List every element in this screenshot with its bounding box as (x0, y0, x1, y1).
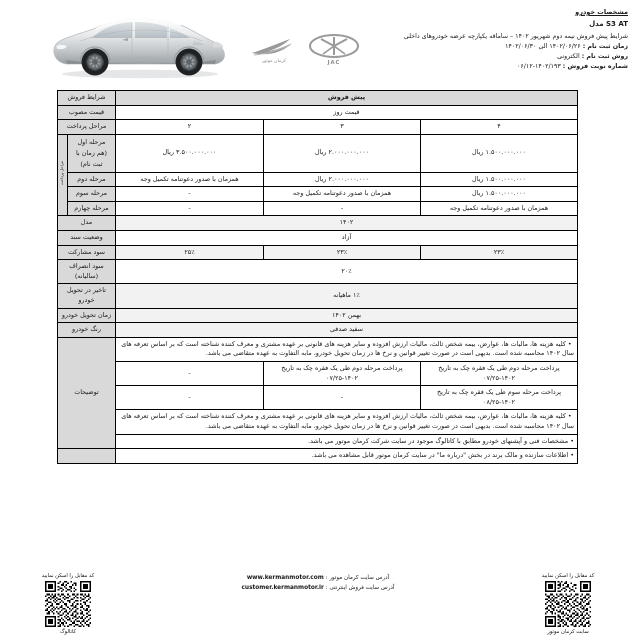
notes-stage2-col-2: - (115, 362, 263, 386)
notes-label-spacer (57, 449, 115, 464)
notes-bottom-3-text: • اطلاعات سازنده و مالک برند در بخش "درباره ما" در سایت کرمان موتور قابل مشاهده می باشد. (115, 449, 577, 464)
register-time-line (368, 42, 628, 51)
participation-profit-col-3: ۲۳٪ (264, 245, 421, 260)
notes-stage2-col-3: پرداخت مرحله دوم طی یک فقره چک به تاریخ ۱۴۰۲-۰۷/۲۵ (264, 362, 421, 386)
brand-logos (244, 22, 364, 77)
table-row-stage-2 (57, 172, 577, 187)
table-row-color (57, 323, 577, 338)
table-row-doc-status (57, 230, 577, 245)
vehicle-spec-block (368, 8, 628, 72)
stage-4-label: مرحله چهارم (67, 201, 115, 216)
table-row-notes-bottom-2 (57, 434, 577, 449)
payment-stages-label: مراحل پرداخت (57, 120, 115, 135)
stage-1-col-4: ۱.۵۰۰.۰۰۰.۰۰۰ ریال (421, 134, 578, 172)
stage-3-label: مرحله سوم (67, 187, 115, 202)
register-method-label: روش ثبت نام : (581, 52, 628, 60)
table-row-notes-bottom-3 (57, 449, 577, 464)
table-row-sales-terms (57, 91, 577, 106)
participation-profit-col-4: ۲۳٪ (421, 245, 578, 260)
participation-profit-label: سود مشارکت (57, 245, 115, 260)
stage-1-label (67, 134, 115, 172)
table-row-approved-price (57, 105, 577, 120)
spec-title: مشخصات خودرو (575, 8, 628, 16)
color-label: رنگ خودرو (57, 323, 115, 338)
stage-2-col-3: ۲.۰۰۰.۰۰۰.۰۰۰ ریال (264, 172, 421, 187)
stage-4-col-2: - (115, 201, 263, 216)
doc-status-label: وضعیت سند (57, 230, 115, 245)
jac-logo (308, 34, 360, 66)
delivery-delay-value: ۱٪ ماهیانه (115, 284, 577, 308)
stage-4-col-4: همزمان با صدور دعوتنامه تکمیل وجه (421, 201, 578, 216)
qr-block-site (508, 573, 628, 635)
stage-1-col-2: ۳.۵۰۰.۰۰۰.۰۰۰ ریال (115, 134, 263, 172)
qr-code-catalog[interactable] (45, 581, 91, 627)
stage-2-label: مرحله دوم (67, 172, 115, 187)
stage-column-3: ۳ (264, 120, 421, 135)
notes-top-text: • کلیه هزینه ها، مالیات ها، عوارض، بیمه شخص ثالث، مالیات ارزش افزوده و سایر هزینه های قانونی بر عهده مشتری و معرف کننده شناخته است که بر اساس تعرفه های سال ۱۴۰۲ محاسبه شده است. بدیهی است در صورت تغییر قوانین و نرخ ها در زمان تحویل خودرو، مابه التفاوت به عهده متقاضی می باشد. (115, 337, 577, 361)
sales-conditions-table (57, 90, 578, 464)
register-time-label: زمان ثبت نام : (582, 42, 628, 50)
qr-catalog-caption: کد مقابل را اسکن نمایید (41, 573, 95, 579)
stage-column-4: ۴ (421, 120, 578, 135)
approved-price-value: قیمت روز (115, 105, 577, 120)
doc-status-value: آزاد (115, 230, 577, 245)
model-line (368, 19, 628, 29)
sale-round-value: ۱۴۰۲/۱۹۳-۰۶/۱۲ (517, 62, 561, 70)
model-value: S3 AT (606, 20, 628, 29)
delivery-time-label: زمان تحویل خودرو (57, 308, 115, 323)
table-row-delivery-time (57, 308, 577, 323)
approved-price-label: قیمت مصوب (57, 105, 115, 120)
notes-stage3-col-3: - (264, 386, 421, 410)
notes-bottom-2-text: • مشخصات فنی و آپشنهای خودرو مطابق با کاتالوگ موجود در سایت شرکت کرمان موتور می باشد. (115, 434, 577, 449)
stage-3-col-4: ۱.۵۰۰.۰۰۰.۰۰۰ ریال (421, 187, 578, 202)
sales-terms-value: پیش فروش (115, 91, 577, 106)
stage-1-label-sub: (هم زمان با ثبت نام) (75, 148, 108, 168)
address-sales-line (190, 585, 446, 591)
qr-catalog-sublabel: کاتالوگ (60, 629, 76, 635)
qr-code-site[interactable] (545, 581, 591, 627)
table-row-model (57, 216, 577, 231)
table-row-withdrawal-profit (57, 260, 577, 284)
notes-bottom-1-text: • کلیه هزینه ها، مالیات ها، عوارض، بیمه شخص ثالث، مالیات ارزش افزوده و سایر هزینه های قانونی بر عهده مشتری و معرف کننده شناخته است که بر اساس تعرفه های سال ۱۴۰۲ محاسبه شده است. بدیهی است در صورت تغییر قوانین و نرخ ها در زمان تحویل خودرو، مابه التفاوت به عهده متقاضی می باشد. (115, 410, 577, 434)
kermanmotor-logo (248, 36, 300, 64)
delivery-delay-label: تاخیر در تحویل خودرو (57, 284, 115, 308)
model-row-value: ۱۴۰۲ (115, 216, 577, 231)
register-method-value: الکترونی (557, 52, 580, 60)
conditions-line: شرایط پیش فروش نیمه دوم شهریور ۱۴۰۲ – ساماقه یکپارچه عرضه خودروهای داخلی (403, 32, 628, 40)
sales-conditions-table-wrap (58, 90, 578, 464)
color-value: سفید صدفی (115, 323, 577, 338)
table-row-delivery-delay (57, 284, 577, 308)
document-footer (0, 573, 636, 641)
stage-3-col-2: - (115, 187, 263, 202)
address-block (190, 575, 446, 595)
stage-3-col-3: همزمان با صدور دعوتنامه تکمیل وجه (264, 187, 421, 202)
vehicle-photo (40, 8, 240, 84)
model-label: مدل (589, 20, 604, 29)
payment-stages-vertical-label (57, 134, 67, 216)
stage-4-col-3: - (264, 201, 421, 216)
table-row-notes-top (57, 337, 577, 361)
sales-terms-label: شرایط فروش (57, 91, 115, 106)
address-sales-url[interactable]: customer.kermanmotor.ir (241, 585, 324, 591)
document-header (0, 0, 636, 90)
address-site-url[interactable]: www.kermanmotor.com (246, 575, 324, 581)
notes-stage3-col-4: پرداخت مرحله سوم طی یک فقره چک به تاریخ ۱۴۰۲-۰۸/۲۵ (421, 386, 578, 410)
table-row-notes-bottom-1 (57, 410, 577, 434)
sale-round-label: شماره نوبت فروش : (562, 62, 628, 70)
notes-label: توضیحات (57, 337, 115, 448)
notes-stage3-col-2: - (115, 386, 263, 410)
stage-column-2: ۲ (115, 120, 263, 135)
payment-stages-vertical-text: مراحل پرداخت (59, 161, 65, 186)
withdrawal-profit-label: سود انصراف (سالیانه) (57, 260, 115, 284)
notes-stage2-col-4: پرداخت مرحله دوم طی یک فقره چک به تاریخ ۱۴۰۲-۰۷/۲۵ (421, 362, 578, 386)
stage-2-col-4: ۱.۵۰۰.۰۰۰.۰۰۰ ریال (421, 172, 578, 187)
kermanmotor-logo-caption: کرمان موتور (261, 58, 287, 64)
qr-site-caption: کد مقابل را اسکن نمایید (541, 573, 595, 579)
delivery-time-value: بهمن ۱۴۰۲ (115, 308, 577, 323)
table-row-notes-stage2 (57, 362, 577, 386)
withdrawal-profit-value: ۲۰٪ (115, 260, 577, 284)
table-row-participation-profit (57, 245, 577, 260)
register-method-line (368, 52, 628, 61)
jac-logo-caption: JAC (327, 59, 341, 66)
qr-site-sublabel: سایت کرمان موتور (547, 629, 589, 635)
qr-block-catalog (8, 573, 128, 635)
stage-2-col-2: همزمان با صدور دعوتنامه تکمیل وجه (115, 172, 263, 187)
sale-round-line (368, 62, 628, 71)
address-sales-label: آدرس سایت فروش اینترنتی : (325, 585, 395, 591)
register-time-value: ۱۴۰۲/۰۶/۲۶ الی ۱۴۰۲/۰۶/۳۰ (505, 42, 581, 50)
table-row-stage-3 (57, 187, 577, 202)
table-row-stage-1 (57, 134, 577, 172)
stage-1-col-3: ۲.۰۰۰.۰۰۰.۰۰۰ ریال (264, 134, 421, 172)
table-row-stage-columns (57, 120, 577, 135)
table-row-notes-stage3 (57, 386, 577, 410)
stage-1-label-main: مرحله اول (77, 137, 106, 146)
address-site-label: آدرس سایت کرمان موتور : (325, 575, 390, 581)
address-site-line (190, 575, 446, 581)
model-row-label: مدل (57, 216, 115, 231)
table-row-stage-4 (57, 201, 577, 216)
participation-profit-col-2: ۲۵٪ (115, 245, 263, 260)
